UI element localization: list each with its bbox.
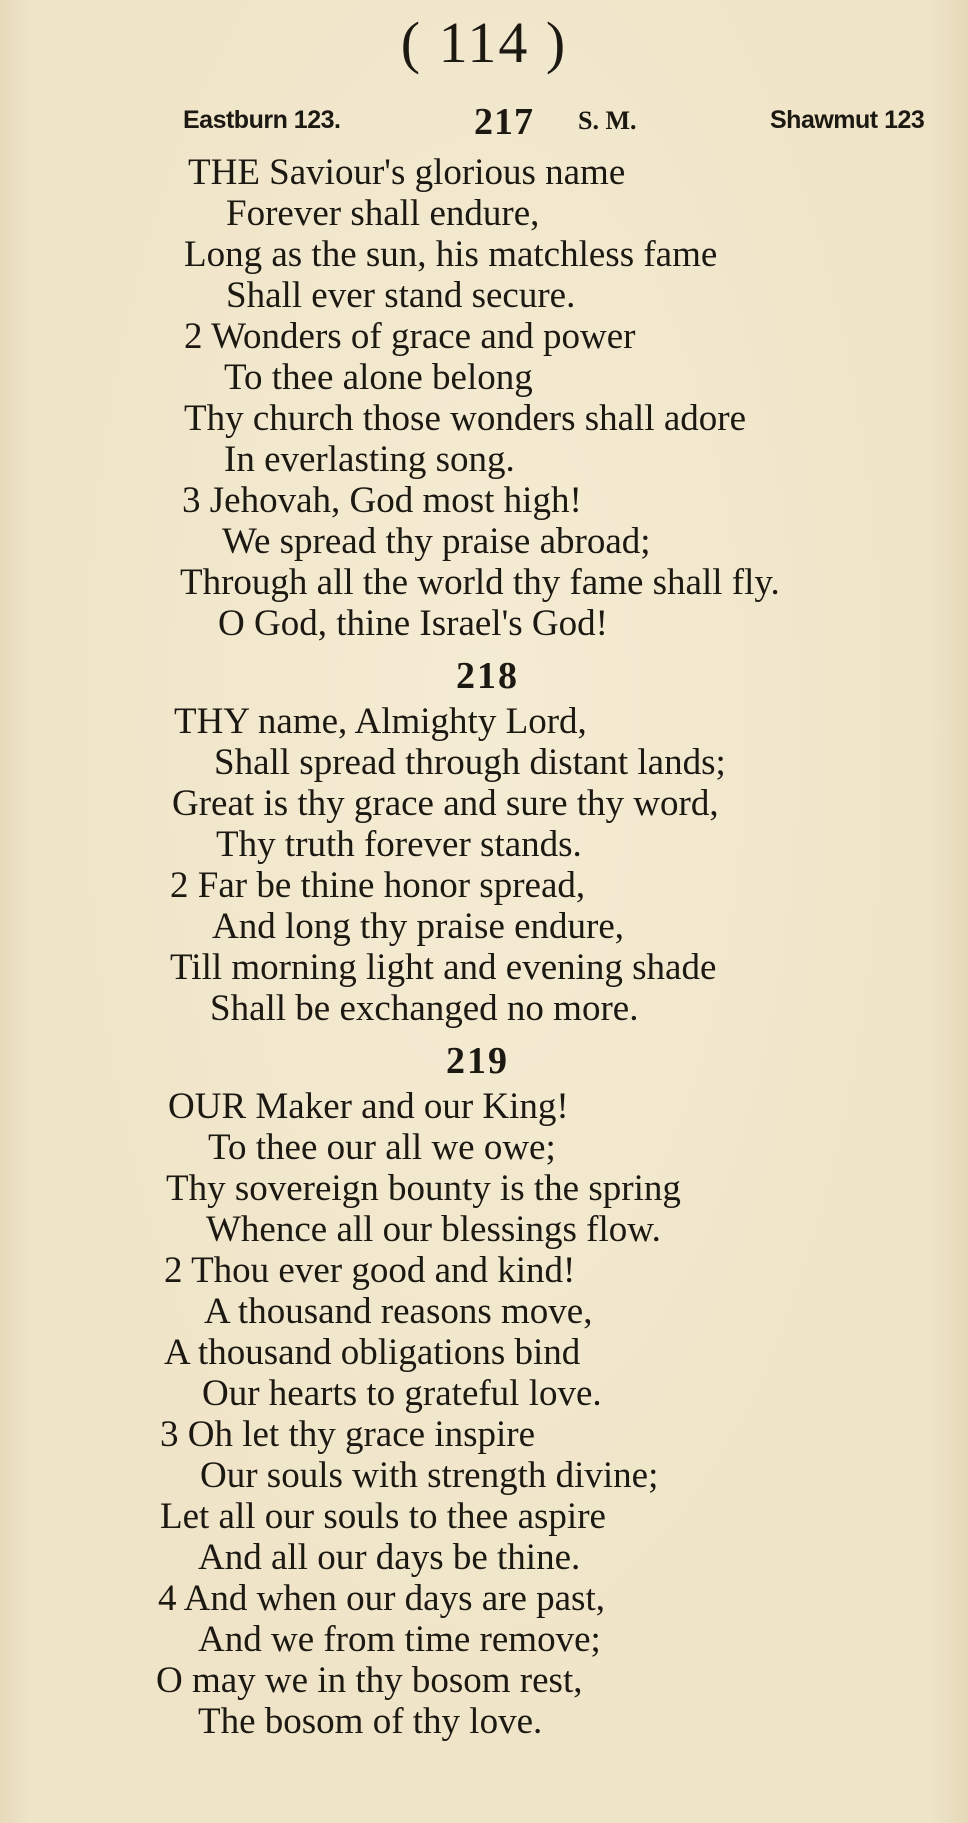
verse-line: Let all our souls to thee aspire xyxy=(160,1496,606,1537)
verse-line: Long as the sun, his matchless fame xyxy=(184,234,718,275)
hymn-number-217: 217 xyxy=(474,101,534,143)
verse-line: Whence all our blessings flow. xyxy=(206,1209,661,1250)
verse-line: To thee alone belong xyxy=(224,357,533,398)
hymn-number-219: 219 xyxy=(446,1040,509,1082)
verse-line: To thee our all we owe; xyxy=(208,1127,556,1168)
verse-line: Our souls with strength divine; xyxy=(200,1455,659,1496)
hymn-number-218: 218 xyxy=(456,655,519,697)
verse-line: Forever shall endure, xyxy=(226,193,540,234)
verse-line: THE Saviour's glorious name xyxy=(188,152,626,193)
verse-line: Our hearts to grateful love. xyxy=(202,1373,602,1414)
verse-line: O God, thine Israel's God! xyxy=(218,603,608,644)
verse-line: A thousand obligations bind xyxy=(164,1332,581,1373)
verse-line: A thousand reasons move, xyxy=(204,1291,593,1332)
verse-line: Till morning light and evening shade xyxy=(170,947,717,988)
verse-line: The bosom of thy love. xyxy=(198,1701,543,1742)
verse-line: And we from time remove; xyxy=(198,1619,601,1660)
verse-line: 3 Oh let thy grace inspire xyxy=(160,1414,536,1455)
tune-name-right: Shawmut 123 xyxy=(770,106,925,134)
verse-line: Thy church those wonders shall adore xyxy=(184,398,747,439)
verse-line: THY name, Almighty Lord, xyxy=(174,701,587,742)
verse-line: Great is thy grace and sure thy word, xyxy=(172,783,719,824)
verse-line: 2 Thou ever good and kind! xyxy=(164,1250,576,1291)
verse-line: In everlasting song. xyxy=(224,439,515,480)
verse-line: OUR Maker and our King! xyxy=(168,1086,569,1127)
hymn-header xyxy=(0,100,968,144)
verse-line: 3 Jehovah, God most high! xyxy=(182,480,582,521)
verse-line: Thy sovereign bounty is the spring xyxy=(166,1168,681,1209)
tune-name-left: Eastburn 123. xyxy=(183,106,341,134)
verse-line: And all our days be thine. xyxy=(198,1537,581,1578)
verse-line: 2 Far be thine honor spread, xyxy=(170,865,586,906)
verse-line: Shall be exchanged no more. xyxy=(210,988,639,1029)
verse-line: Shall spread through distant lands; xyxy=(214,742,726,783)
verse-line: Shall ever stand secure. xyxy=(226,275,576,316)
meter: S. M. xyxy=(578,106,637,135)
page-number: ( 114 ) xyxy=(400,10,568,75)
verse-line: And long thy praise endure, xyxy=(212,906,625,947)
verse-line: O may we in thy bosom rest, xyxy=(156,1660,583,1701)
verse-line: Through all the world thy fame shall fly. xyxy=(180,562,780,603)
verse-line: 4 And when our days are past, xyxy=(158,1578,605,1619)
verse-line: We spread thy praise abroad; xyxy=(222,521,651,562)
verse-line: 2 Wonders of grace and power xyxy=(184,316,636,357)
verse-line: Thy truth forever stands. xyxy=(216,824,582,865)
